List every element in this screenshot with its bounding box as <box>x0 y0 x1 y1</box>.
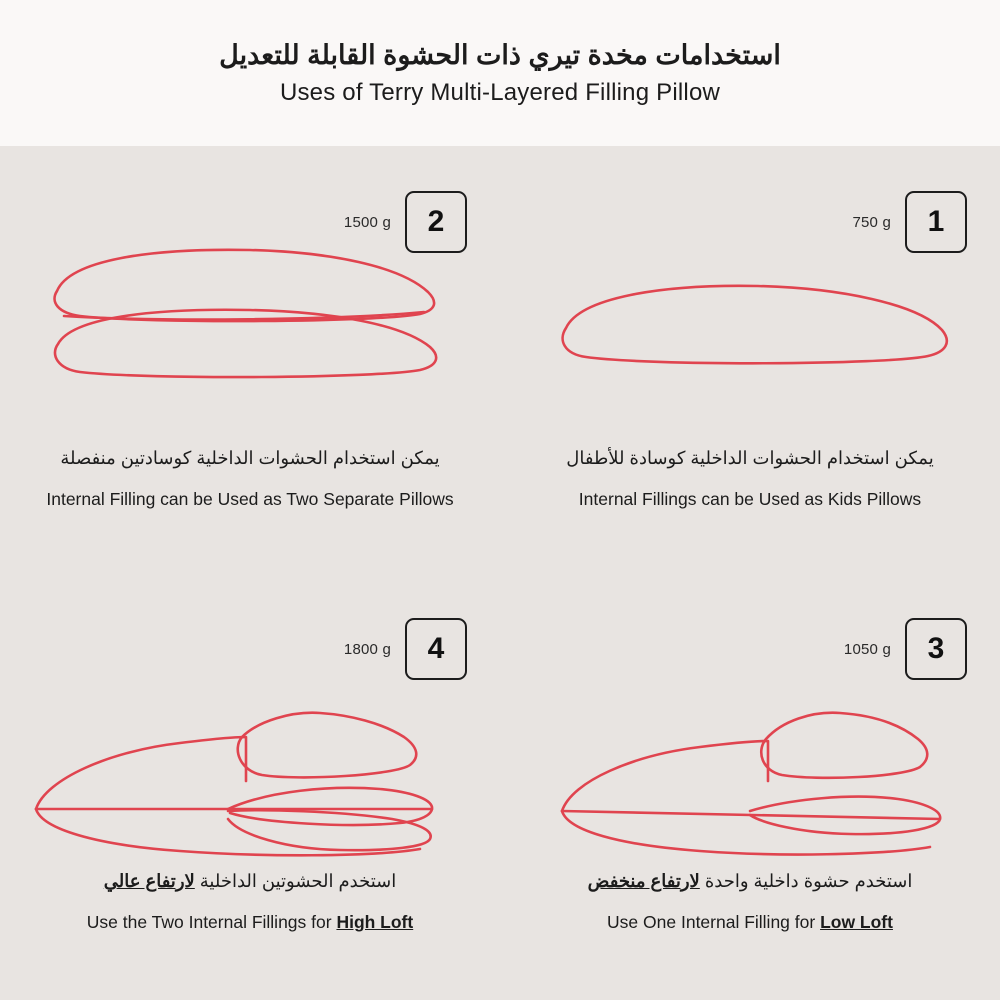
page-title-arabic: استخدامات مخدة تيري ذات الحشوة القابلة للتعديل <box>219 40 781 71</box>
panel-1-caption-english: Internal Fillings can be Used as Kids Pillows <box>578 489 922 510</box>
panel-3-number: 3 <box>905 618 967 680</box>
panel-4-caption-english: Use the Two Internal Fillings for High Loft <box>86 912 414 933</box>
panel-1-captions <box>500 446 1000 512</box>
panel-1-weight: 750 g <box>852 213 891 231</box>
panel-4-caption-english-emphasis: High Loft <box>336 912 414 933</box>
panel-3-caption-english: Use One Internal Filling for Low Loft <box>607 912 893 933</box>
panel-1 <box>500 146 1000 573</box>
panel-1-illustration <box>500 232 1000 432</box>
panel-2-illustration <box>0 232 500 432</box>
panel-2-caption-english: Internal Filling can be Used as Two Separate Pillows <box>46 489 454 510</box>
panel-1-caption-arabic: يمكن استخدام الحشوات الداخلية كوسادة للأطفال <box>566 448 934 468</box>
panel-1-number: 1 <box>905 191 967 253</box>
panel-4-caption-arabic: استخدم الحشوتين الداخلية لارتفاع عالي <box>103 871 397 891</box>
panel-3-captions <box>500 869 1000 935</box>
panel-4 <box>0 573 500 1000</box>
panel-3-weight: 1050 g <box>843 640 891 658</box>
panel-3 <box>500 573 1000 1000</box>
panel-grid <box>0 146 1000 1000</box>
panel-2-number: 2 <box>405 191 467 253</box>
page-title-english: Uses of Terry Multi-Layered Filling Pillow <box>279 78 721 106</box>
panel-2-caption-arabic: يمكن استخدام الحشوات الداخلية كوسادتين منفصلة <box>60 448 440 468</box>
panel-2-captions <box>0 446 500 512</box>
panel-4-captions <box>0 869 500 935</box>
panel-3-caption-arabic: استخدم حشوة داخلية واحدة لارتفاع منخفض <box>587 871 913 891</box>
panel-4-weight: 1800 g <box>343 640 391 658</box>
panel-4-number: 4 <box>405 618 467 680</box>
panel-3-caption-arabic-emphasis: لارتفاع منخفض <box>587 871 700 891</box>
panel-4-illustration <box>0 659 500 859</box>
panel-3-illustration <box>500 659 1000 859</box>
panel-3-caption-english-emphasis: Low Loft <box>820 912 893 933</box>
header-banner <box>0 0 1000 146</box>
panel-4-caption-arabic-emphasis: لارتفاع عالي <box>103 871 195 891</box>
panel-2 <box>0 146 500 573</box>
panel-2-weight: 1500 g <box>343 213 391 231</box>
